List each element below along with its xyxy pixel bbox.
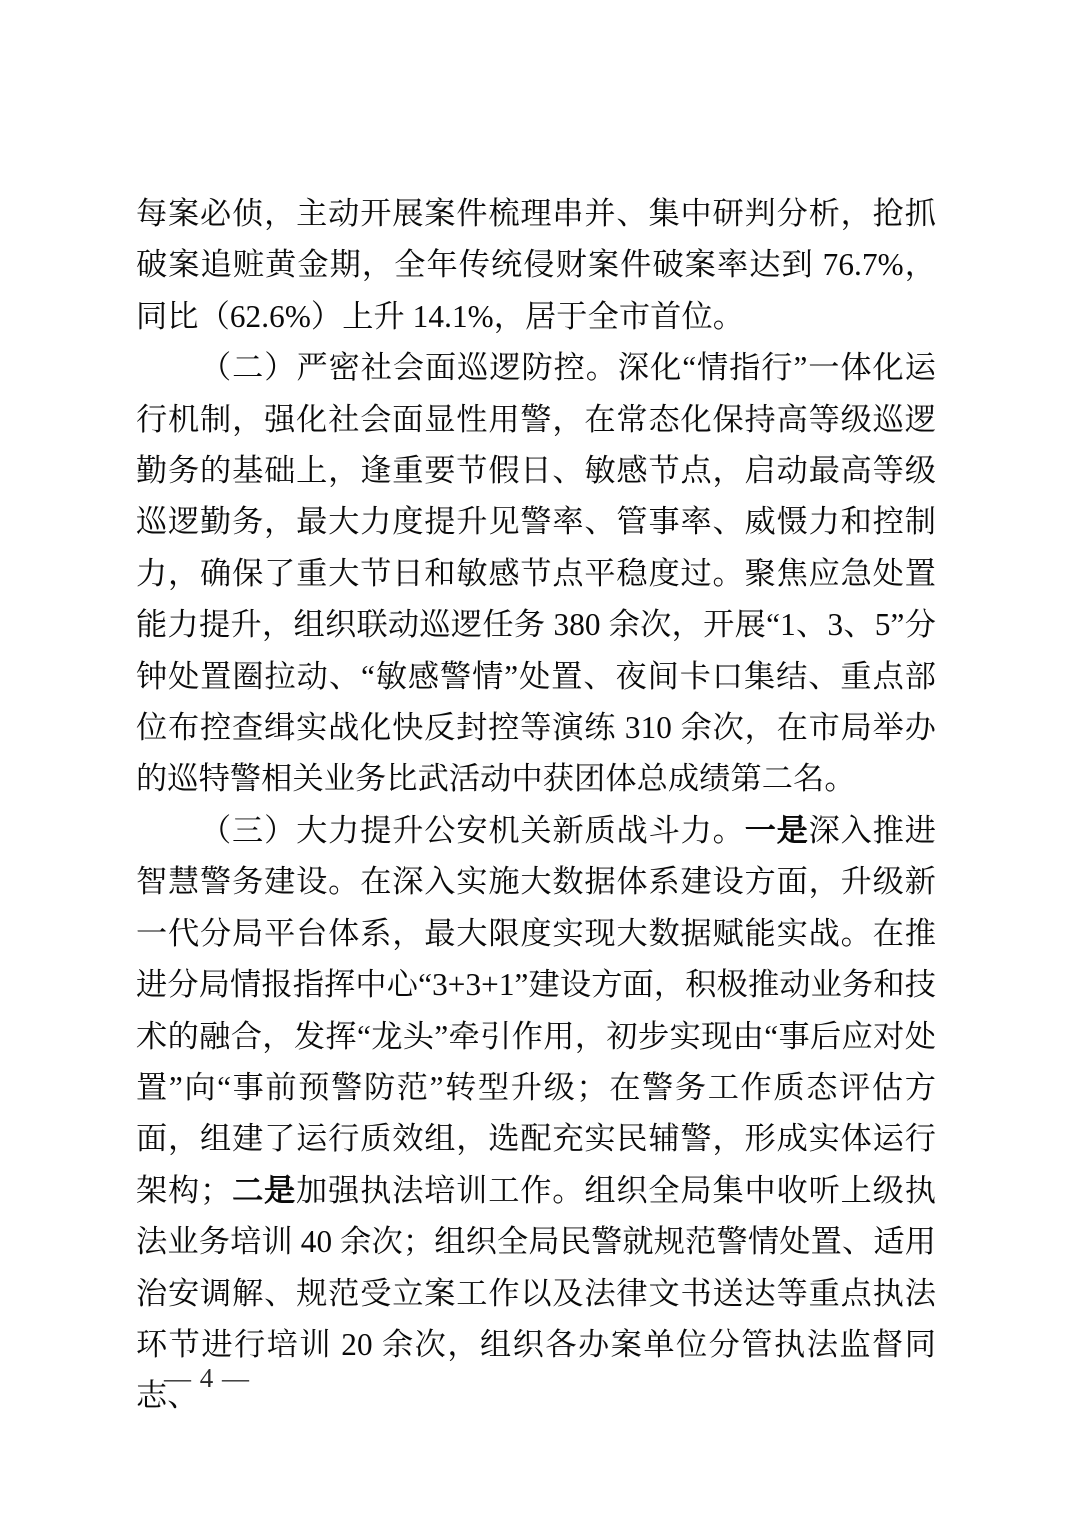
bold-marker-first: 一是 [744,812,809,848]
paragraph-section-two-patrol-control: （二）严密社会面巡逻防控。深化“情指行”一体化运行机制，强化社会面显性用警，在常态化保持高等级巡逻勤务的基础上，逢重要节假日、敏感节点，启动最高等级巡逻勤务，最大力度提升见警率、管事率、威慑力和控制力，确保了重大节日和敏感节点平稳度过。聚焦应急处置能力提升，组织联动巡逻任务 380 余次，开展“1、3、5”分钟处置圈拉动、“敏感警情”处置、夜间卡口集结、重点部位布控查缉实战化快反封控等演练 310 余次，在市局举办的巡特警相关业务比武活动中获团体总成绩第二名。 [136,350,936,797]
section-three-heading: （三）大力提升公安机关新质战斗力。 [200,812,745,848]
page-number: — 4 — [164,1363,250,1393]
paragraph-section-three-new-quality-combat-power [136,805,936,1422]
page-footer [136,1358,936,1398]
section-three-body-second: 加强执法培训工作。组织全局集中收听上级执法业务培训 40 余次；组织全局民警就规范警情处置、适用治安调解、规范受立案工作以及法律文书送达等重点执法环节进行培训 20 余次，组织各办案单位分管执法监督同志、 [136,1172,936,1414]
bold-marker-second: 二是 [231,1172,296,1208]
paragraph-continuation-crime-solving-rate: 每案必侦，主动开展案件梳理串并、集中研判分析，抢抓破案追赃黄金期，全年传统侵财案件破案率达到 76.7%，同比（62.6%）上升 14.1%，居于全市首位。 [136,196,936,334]
section-three-body-first: 深入推进智慧警务建设。在深入实施大数据体系建设方面，升级新一代分局平台体系，最大限度实现大数据赋能实战。在推进分局情报指挥中心“3+3+1”建设方面，积极推动业务和技术的融合，发挥“龙头”牵引作用，初步实现由“事后应对处置”向“事前预警防范”转型升级；在警务工作质态评估方面，组建了运行质效组，选配充实民辅警，形成实体运行架构； [136,812,936,1208]
document-text-body [136,188,936,1422]
